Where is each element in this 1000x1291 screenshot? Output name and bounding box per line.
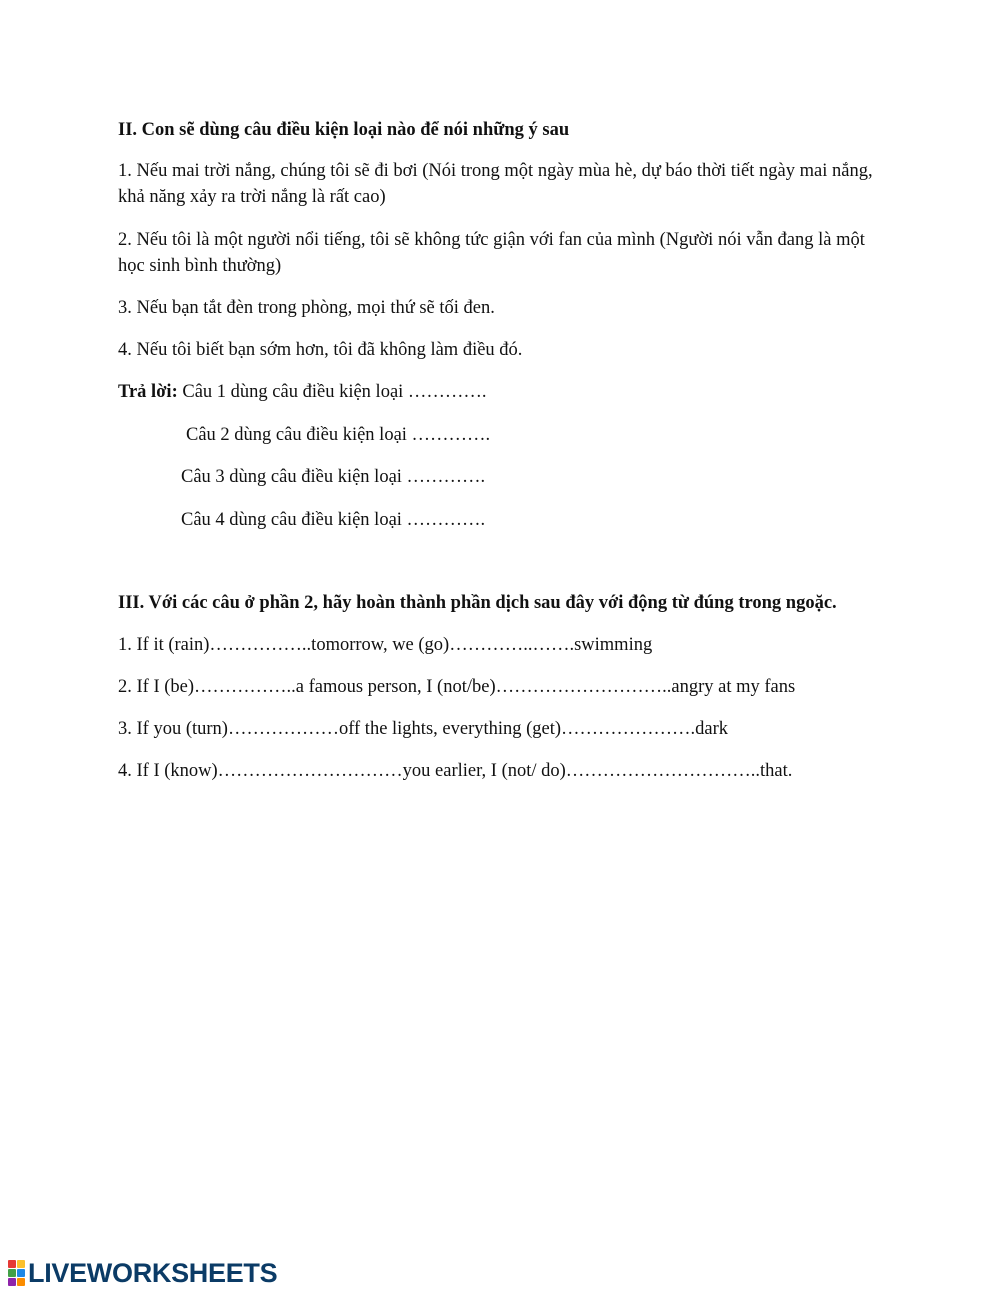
section-2-item-2: 2. Nếu tôi là một người nổi tiếng, tôi sẽ không tức giận với fan của mình (Người nói vẫn đang là một học sinh bình thường): [118, 230, 865, 276]
answer-row-4: Câu 4 dùng câu điều kiện loại ………….: [181, 510, 486, 530]
section-2-heading: II. Con sẽ dùng câu điều kiện loại nào để nói những ý sau: [118, 120, 570, 140]
answer-text-1: Câu 1 dùng câu điều kiện loại ………….: [182, 382, 487, 402]
section-2-item-1: 1. Nếu mai trời nắng, chúng tôi sẽ đi bơi (Nói trong một ngày mùa hè, dự báo thời tiết ngày mai nắng, khả năng xảy ra trời nắng là rất cao): [118, 161, 873, 207]
section-2-item-3: 3. Nếu bạn tắt đèn trong phòng, mọi thứ sẽ tối đen.: [118, 298, 495, 318]
section-3-item-3: 3. If you (turn)………………off the lights, everything (get)………………….dark: [118, 719, 729, 739]
section-3-item-2: 2. If I (be)……………..a famous person, I (not/be)………………………..angry at my fans: [118, 677, 796, 697]
answer-row-3: Câu 3 dùng câu điều kiện loại ………….: [181, 467, 486, 487]
answer-label: Trả lời:: [118, 382, 178, 402]
section-3-heading: III. Với các câu ở phần 2, hãy hoàn thành phần dịch sau đây với động từ đúng trong ngoặc.: [118, 593, 837, 613]
liveworksheets-logo-icon: [8, 1260, 25, 1286]
section-2-item-4: 4. Nếu tôi biết bạn sớm hơn, tôi đã không làm điều đó.: [118, 340, 523, 360]
answer-row-1: [118, 379, 888, 405]
liveworksheets-logo[interactable]: [8, 1258, 277, 1288]
logo-text: LIVEWORKSHEETS: [28, 1257, 278, 1288]
answer-row-2: Câu 2 dùng câu điều kiện loại ………….: [186, 425, 491, 445]
section-3-item-1: 1. If it (rain)……………..tomorrow, we (go)…………..…….swimming: [118, 635, 653, 655]
section-3-item-4: 4. If I (know)…………………………you earlier, I (not/ do)…………………………..that.: [118, 761, 793, 781]
